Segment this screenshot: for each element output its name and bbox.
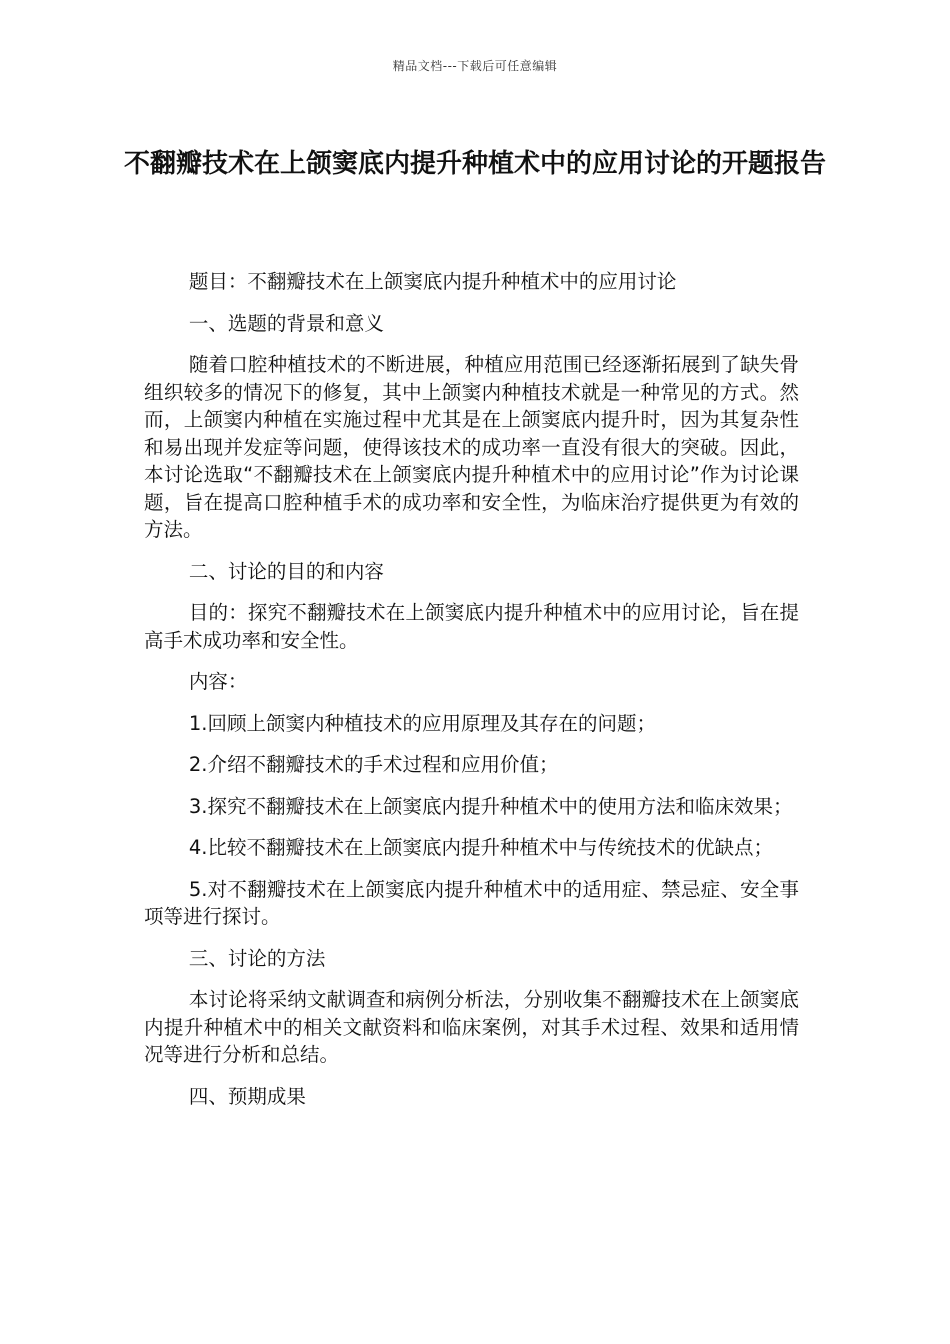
section-heading-background: 一、选题的背景和意义 [188, 311, 384, 335]
paragraph-purpose: 目的：探究不翻瓣技术在上颌窦底内提升种植术中的应用讨论，旨在提高手术成功率和安全性。 [144, 601, 799, 652]
paragraph-method: 本讨论将采纳文献调查和病例分析法，分别收集不翻瓣技术在上颌窦底内提升种植术中的相关文献资料和临床案例，对其手术过程、效果和适用情况等进行分析和总结。 [144, 988, 799, 1066]
document-body [144, 268, 799, 1124]
paragraph-background: 随着口腔种植技术的不断进展，种植应用范围已经逐渐拓展到了缺失骨组织较多的情况下的修复，其中上颌窦内种植技术就是一种常见的方式。然而，上颌窦内种植在实施过程中尤其是在上颌窦底内提升时，因为其复杂性和易出现并发症等问题，使得该技术的成功率一直没有很大的突破。因此，本讨论选取“不翻瓣技术在上颌窦底内提升种植术中的应用讨论”作为讨论课题，旨在提高口腔种植手术的成功率和安全性，为临床治疗提供更为有效的方法。 [144, 353, 799, 541]
section-heading-method: 三、讨论的方法 [188, 946, 326, 970]
section-heading-outcomes: 四、预期成果 [188, 1084, 306, 1108]
list-item: 5.对不翻瓣技术在上颌窦底内提升种植术中的适用症、禁忌症、安全事项等进行探讨。 [144, 877, 799, 928]
topic-line: 题目：不翻瓣技术在上颌窦底内提升种植术中的应用讨论 [188, 270, 677, 293]
header-note: 精品文档---下载后可任意编辑 [392, 59, 558, 73]
list-item: 4.比较不翻瓣技术在上颌窦底内提升种植术中与传统技术的优缺点； [188, 836, 773, 859]
section-heading-purpose: 二、讨论的目的和内容 [188, 559, 384, 583]
document-title: 不翻瓣技术在上颌窦底内提升种植术中的应用讨论的开题报告 [123, 149, 826, 179]
list-item: 1.回顾上颌窦内种植技术的应用原理及其存在的问题； [188, 711, 656, 735]
list-item: 3.探究不翻瓣技术在上颌窦底内提升种植术中的使用方法和临床效果； [188, 794, 793, 818]
list-item: 2.介绍不翻瓣技术的手术过程和应用价值； [188, 753, 559, 776]
content-label: 内容： [188, 670, 248, 693]
